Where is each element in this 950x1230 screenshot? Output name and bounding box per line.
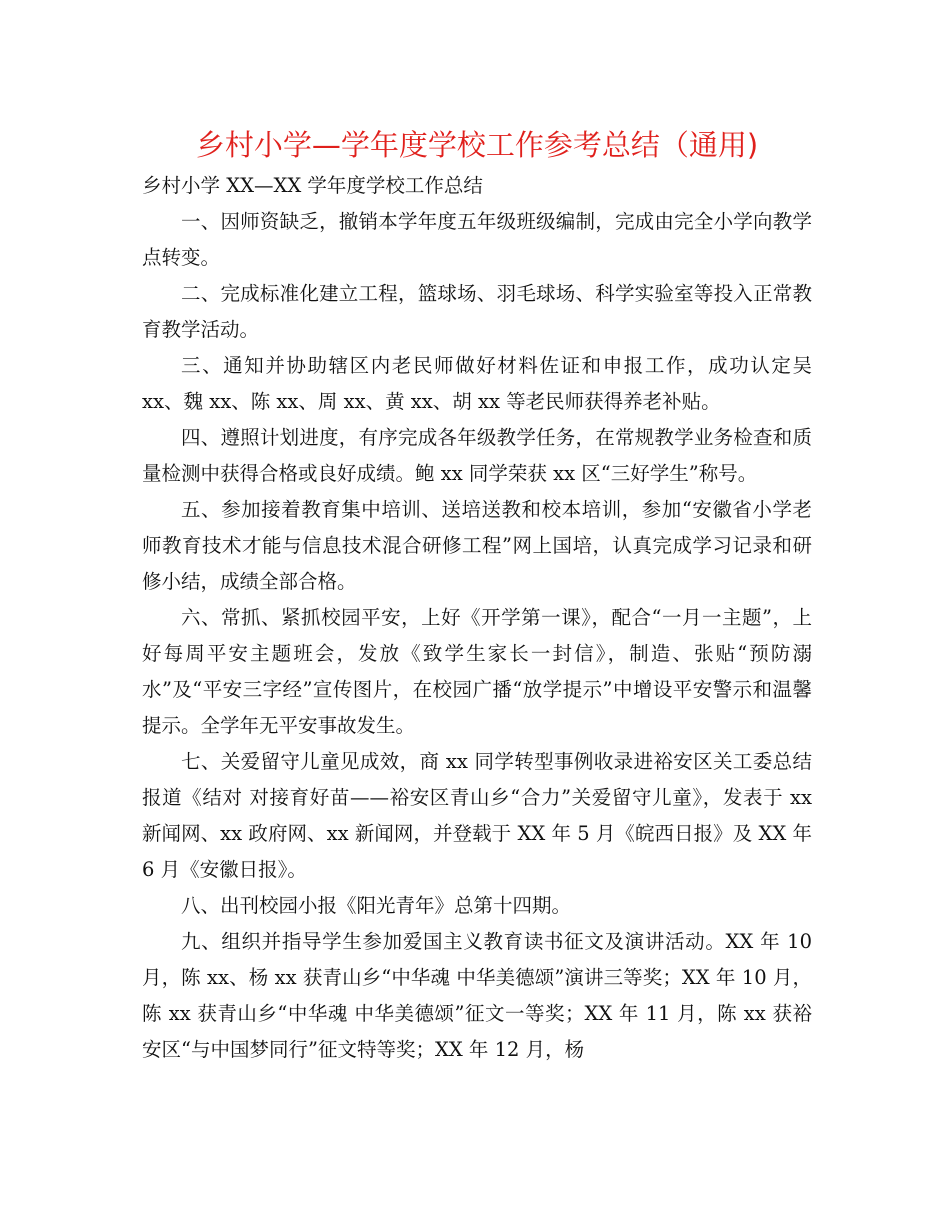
document-page bbox=[142, 118, 812, 1068]
paragraph-2: 二、完成标准化建立工程，篮球场、羽毛球场、科学实验室等投入正常教育教学活动。 bbox=[142, 282, 812, 341]
paragraph-7: 七、关爱留守儿童见成效，商 xx 同学转型事例收录进裕安区关工委总结报道《结对 对接育好苗——裕安区青山乡“合力”关爱留守儿童》，发表于 xx 新闻网、xx 政府网、xx 新闻网，并登载于 XX 年 5 月《皖西日报》及 XX 年 6 月《安徽日报》。 bbox=[142, 750, 812, 881]
document-subtitle: 乡村小学 XX—XX 学年度学校工作总结 bbox=[142, 174, 483, 197]
paragraph-1: 一、因师资缺乏，撤销本学年度五年级班级编制，完成由完全小学向教学点转变。 bbox=[142, 210, 812, 269]
paragraph-6: 六、常抓、紧抓校园平安，上好《开学第一课》，配合“一月一主题”，上好每周平安主题班会，发放《致学生家长一封信》，制造、张贴“预防溺水”及“平安三字经”宣传图片，在校园广播“放学提示”中增设平安警示和温馨提示。全学年无平安事故发生。 bbox=[142, 606, 812, 737]
paragraph-8: 八、出刊校园小报《阳光青年》总第十四期。 bbox=[181, 894, 572, 917]
paragraph-9: 九、组织并指导学生参加爱国主义教育读书征文及演讲活动。XX 年 10 月，陈 xx、杨 xx 获青山乡“中华魂 中华美德颂”演讲三等奖；XX 年 10 月，陈 xx 获青山乡“中华魂 中华美德颂”征文一等奖；XX 年 11 月，陈 xx 获裕安区“与中国梦同行”征文特等奖；XX 年 12 月，杨 bbox=[142, 930, 812, 1061]
paragraph-5: 五、参加接着教育集中培训、送培送教和校本培训，参加“安徽省小学老师教育技术才能与信息技术混合研修工程”网上国培，认真完成学习记录和研修小结，成绩全部合格。 bbox=[142, 498, 812, 593]
paragraph-4: 四、遵照计划进度，有序完成各年级教学任务，在常规教学业务检查和质量检测中获得合格或良好成绩。鲍 xx 同学荣获 xx 区“三好学生”称号。 bbox=[142, 426, 812, 485]
document-title: 乡村小学—学年度学校工作参考总结（通用) bbox=[195, 128, 759, 162]
paragraph-3: 三、通知并协助辖区内老民师做好材料佐证和申报工作，成功认定吴 xx、魏 xx、陈 xx、周 xx、黄 xx、胡 xx 等老民师获得养老补贴。 bbox=[142, 354, 812, 413]
